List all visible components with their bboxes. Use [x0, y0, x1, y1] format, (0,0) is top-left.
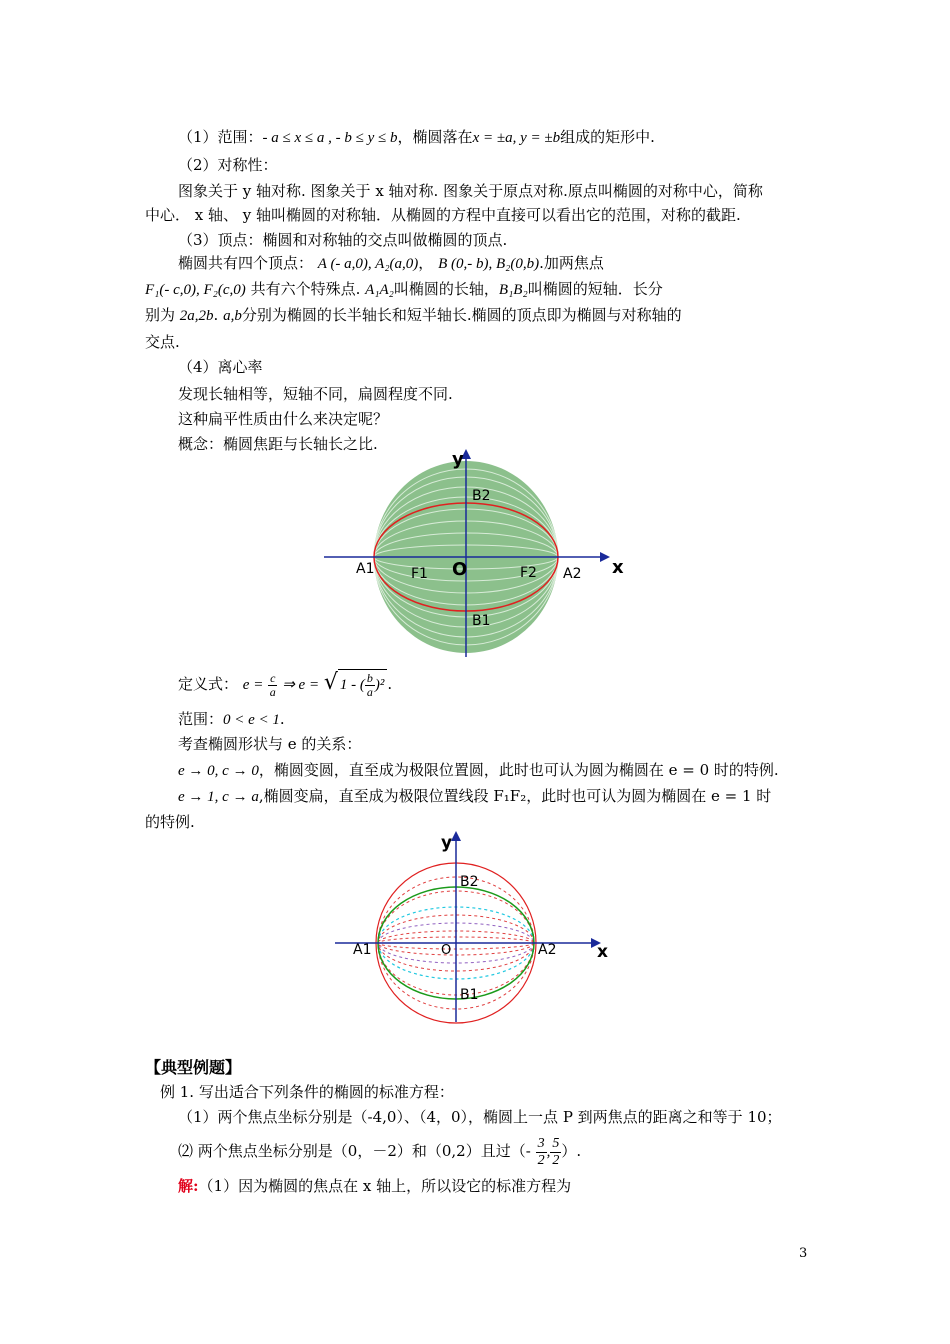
def-dot: .: [387, 675, 393, 693]
range-dot: .: [279, 710, 285, 728]
sqrt-close: )²: [374, 677, 385, 693]
b1-label-2: B1: [460, 987, 479, 1003]
sqrt-one-minus: 1 - (: [339, 677, 365, 693]
example-text: ⑵ 两个焦点坐标分别是（0，－2）和（0,2）且过（-: [178, 1142, 531, 1160]
x-label-2: x: [597, 942, 608, 962]
frac-den-2b: 2: [552, 1152, 560, 1168]
eccentricity-line-2: 这种扁平性质由什么来决定呢？: [178, 410, 389, 428]
definition-line: [178, 668, 392, 700]
sqrt-sign: √: [323, 670, 338, 695]
frac-comma: ,: [546, 1144, 551, 1160]
b2-label-2: B2: [460, 874, 479, 890]
symmetry-line-2: 中心． x 轴、 y 轴叫椭圆的对称轴．从椭圆的方程中直接可以看出它的范围，对称的截距.: [145, 206, 741, 224]
vertex-line-4: 交点.: [145, 333, 180, 351]
ellipse-figure-2: [335, 826, 620, 1026]
a1-label: A1: [356, 561, 375, 577]
relation-line-2: [178, 786, 771, 807]
a1-label-2: A1: [353, 942, 372, 958]
relation-line-3: 的特例.: [145, 813, 195, 831]
solution-label: 解:: [178, 1177, 199, 1195]
eccentricity-range: [178, 709, 285, 730]
axis-length-formula: 2a,2b: [179, 308, 214, 324]
frac-a: a: [269, 684, 276, 699]
major-axis-formula: A₁A₂: [365, 282, 394, 298]
vertex-title: （3）顶点：椭圆和对称轴的交点叫做椭圆的顶点.: [178, 231, 508, 249]
examples-heading: 【典型例题】: [145, 1058, 242, 1077]
eccentricity-line-1: 发现长轴相等，短轴不同，扁圆程度不同.: [178, 385, 453, 403]
frac-a-2: a: [366, 685, 373, 700]
vertex-text: 椭圆共有四个顶点：: [178, 254, 314, 272]
origin-label-2: O: [441, 943, 452, 958]
solution-line: [178, 1176, 571, 1196]
x-axis-arrow: [600, 552, 610, 562]
a2-label: A2: [563, 566, 582, 582]
relation-line-1: [178, 760, 779, 781]
vertex-line-3: [145, 305, 682, 326]
frac-c: c: [270, 670, 276, 685]
vertex-text-4: 叫椭圆的长轴，: [393, 280, 499, 298]
vertex-dot: .: [213, 306, 219, 324]
range-label: （1）范围：: [178, 128, 263, 146]
vertex-text-3: 共有六个特殊点.: [250, 280, 361, 298]
vertex-formula-b: B (0,- b), B₂(0,b): [438, 256, 540, 272]
relation-formula-1: e → 0, c → 0: [178, 763, 259, 779]
frac-num-5: 5: [552, 1135, 560, 1151]
vertex-formula-a: A (- a,0), A₂(a,0): [317, 256, 419, 272]
example-close: ）.: [561, 1142, 582, 1160]
b-over-a: [365, 672, 375, 699]
range-value: 0 < e < 1: [223, 712, 280, 728]
f1-label: F1: [411, 566, 428, 582]
frac-den-2: 2: [537, 1152, 545, 1168]
f2-label: F2: [520, 565, 537, 581]
frac-num-3: 3: [537, 1135, 545, 1151]
b2-label: B2: [472, 488, 491, 504]
def-arrow: ⇒ e =: [282, 677, 320, 693]
range-formula-2: x = ±a, y = ±b: [472, 130, 561, 146]
solution-text: （1）因为椭圆的焦点在 x 轴上，所以设它的标准方程为: [198, 1177, 572, 1195]
vertex-line-1: [178, 253, 604, 274]
b1-label: B1: [472, 613, 491, 629]
frac-5-2: [550, 1136, 561, 1169]
def-e: e =: [242, 677, 264, 693]
symmetry-title: （2）对称性：: [178, 156, 278, 174]
sqrt-body: [338, 669, 388, 700]
range-line: [178, 127, 655, 148]
definition-label: 定义式：: [178, 675, 239, 693]
vertex-text-5: 叫椭圆的短轴．长分: [527, 280, 663, 298]
origin-label: O: [452, 559, 468, 580]
vertex-comma: ，: [418, 254, 434, 272]
semi-axis-formula: a,b: [223, 308, 242, 324]
foci-formula: F₁(- c,0), F₂(c,0): [145, 282, 246, 298]
minor-axis-formula: B₁B₂: [498, 282, 528, 298]
eccentricity-line-3: 概念：椭圆焦距与长轴长之比.: [178, 435, 378, 453]
relation-formula-2: e → 1, c → a: [178, 789, 259, 805]
example-1: 例 1. 写出适合下列条件的椭圆的标准方程：: [160, 1083, 454, 1101]
range-label-2: 范围：: [178, 710, 224, 728]
eccentricity-title: （4）离心率: [178, 358, 263, 376]
range-formula: - a ≤ x ≤ a , - b ≤ y ≤ b: [262, 130, 398, 146]
frac-b: b: [366, 671, 373, 686]
relation-text-2: ,椭圆变扁，直至成为极限位置线段 F₁F₂，此时也可认为圆为椭圆在 e = 1 时: [258, 787, 772, 805]
frac-3-2: [536, 1136, 547, 1169]
vertex-line-2: [145, 279, 663, 300]
vertex-text-2: .加两焦点: [539, 254, 604, 272]
range-text: ，椭圆落在: [397, 128, 473, 146]
symmetry-line-1: 图象关于 y 轴对称. 图象关于 x 轴对称. 图象关于原点对称.原点叫椭圆的对称中心，简称: [178, 182, 763, 200]
range-text-2: 组成的矩形中.: [560, 128, 655, 146]
y-axis-arrow-2: [451, 831, 461, 841]
example-1-part-2: [178, 1134, 581, 1169]
x-label: x: [612, 557, 624, 578]
vertex-text-6: 别为: [145, 306, 176, 324]
page-number: 3: [799, 1246, 808, 1261]
example-1-part-1: （1）两个焦点坐标分别是（-4,0）、（4，0），椭圆上一点 P 到两焦点的距离之和等于 10；: [178, 1108, 782, 1126]
y-label-2: y: [441, 833, 453, 853]
y-label: y: [452, 449, 464, 470]
a2-label-2: A2: [538, 942, 557, 958]
ellipse-figure-1: [318, 445, 628, 660]
vertex-text-7: 分别为椭圆的长半轴长和短半轴长.椭圆的顶点即为椭圆与对称轴的: [241, 306, 682, 324]
relation-title: 考查椭圆形状与 e 的关系：: [178, 735, 362, 753]
relation-text-1: ，椭圆变圆，直至成为极限位置圆，此时也可认为圆为椭圆在 e = 0 时的特例.: [258, 761, 779, 779]
c-over-a: [268, 672, 277, 699]
